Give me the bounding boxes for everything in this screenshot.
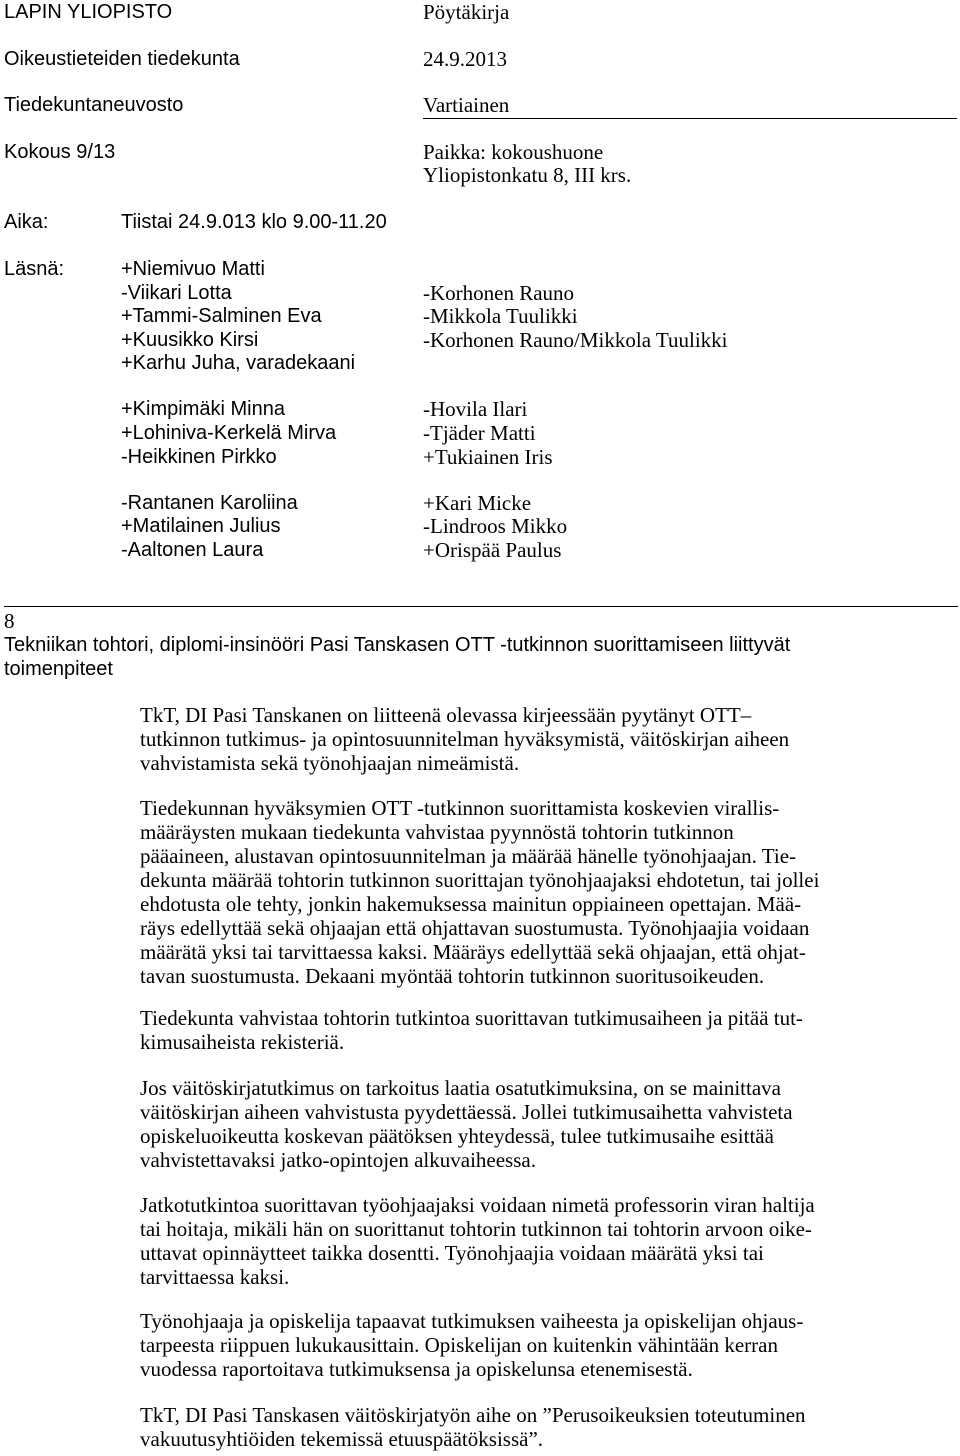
attendee-left: +Lohiniva-Kerkelä Mirva xyxy=(121,422,337,444)
attendee-left: +Kuusikko Kirsi xyxy=(121,329,259,351)
place-line-2: Yliopistonkatu 8, III krs. xyxy=(423,163,632,187)
paragraph-line: Tiedekunta vahvistaa tohtorin tutkintoa suorittavan tutkimusaiheen ja pitää tut- xyxy=(140,1006,803,1030)
paragraph-line: Tiedekunnan hyväksymien OTT -tutkinnon suorittamista koskevien virallis- xyxy=(140,796,780,820)
attendee-left: -Aaltonen Laura xyxy=(121,539,264,561)
attendee-right: -Hovila Ilari xyxy=(423,397,528,421)
paragraph-line: opiskeluoikeutta koskevan päätöksen yhteydessä, tulee tutkimusaihe esittää xyxy=(140,1124,774,1148)
paragraph-substudies xyxy=(140,1076,955,1172)
attendee-right: -Korhonen Rauno/Mikkola Tuulikki xyxy=(423,328,728,352)
paragraph-line: räys edellyttää sekä ohjaajan että ohjattavan suostumusta. Työnohjaajia voidaan xyxy=(140,916,810,940)
section-rule xyxy=(4,606,958,607)
attendee-right: +Kari Micke xyxy=(423,491,532,515)
section-number: 8 xyxy=(4,609,15,633)
paragraph-line: tutkinnon tutkimus- ja opintosuunnitelman hyväksymistä, väitöskirjan aiheen xyxy=(140,727,790,751)
paragraph-line: vahvistettavaksi jatko-opintojen alkuvaiheessa. xyxy=(140,1148,536,1172)
paragraph-line: ehdotusta ole tehty, jonkin hakemuksessa mainitun oppiaineen opettajan. Mää- xyxy=(140,892,802,916)
attendee-left: -Rantanen Karoliina xyxy=(121,492,298,514)
paragraph-line: tavan suostumusta. Dekaani myöntää tohtorin tutkinnon suoritusoikeuden. xyxy=(140,964,765,988)
attendee-right: -Korhonen Rauno xyxy=(423,281,575,305)
paragraph-register xyxy=(140,1006,955,1054)
attendee-right: +Orispää Paulus xyxy=(423,538,562,562)
attendee-left: -Heikkinen Pirkko xyxy=(121,446,277,468)
section-title-line-2: toimenpiteet xyxy=(4,658,113,680)
meeting-room: Vartiainen xyxy=(423,93,510,117)
paragraph-regulations xyxy=(140,796,955,988)
attendee-left: +Karhu Juha, varadekaani xyxy=(121,352,356,374)
paragraph-thesis-topic xyxy=(140,1403,955,1451)
document-type: Pöytäkirja xyxy=(423,0,510,24)
attendee-left: +Tammi-Salminen Eva xyxy=(121,305,322,327)
paragraph-line: vuodessa raportoitava tutkimuksensa ja opiskelunsa etenemisestä. xyxy=(140,1357,693,1381)
attendee-right: -Tjäder Matti xyxy=(423,421,536,445)
paragraph-line: kimusaiheista rekisteriä. xyxy=(140,1030,345,1054)
paragraph-request xyxy=(140,703,955,775)
paragraph-line: TkT, DI Pasi Tanskanen on liitteenä olevassa kirjeessään pyytänyt OTT– xyxy=(140,703,752,727)
paragraph-line: tai hoitaja, mikäli hän on suorittanut tohtorin tutkinnon tai tohtorin arvoon oike- xyxy=(140,1217,812,1241)
paragraph-line: tarvittaessa kaksi. xyxy=(140,1265,290,1289)
university-name: LAPIN YLIOPISTO xyxy=(4,1,173,23)
paragraph-supervisor xyxy=(140,1193,955,1289)
meeting-date: 24.9.2013 xyxy=(423,47,507,71)
faculty-name: Oikeustieteiden tiedekunta xyxy=(4,48,240,70)
attendance-label: Läsnä: xyxy=(4,258,65,280)
paragraph-line: määräysten mukaan tiedekunta vahvistaa pyynnöstä tohtorin tutkinnon xyxy=(140,820,734,844)
paragraph-line: Jos väitöskirjatutkimus on tarkoitus laatia osatutkimuksina, on se mainittava xyxy=(140,1076,781,1100)
paragraph-line: tarpeesta riippuen lukukausittain. Opiskelijan on kuitenkin vähintään kerran xyxy=(140,1333,778,1357)
attendee-right: -Lindroos Mikko xyxy=(423,514,568,538)
paragraph-line: vakuutusyhtiöiden tekemissä etuuspäätöksissä”. xyxy=(140,1427,544,1451)
attendee-left: -Viikari Lotta xyxy=(121,282,232,304)
paragraph-line: vahvistamista sekä työnohjaajan nimeämistä. xyxy=(140,751,520,775)
attendee-left: +Kimpimäki Minna xyxy=(121,398,285,420)
header-rule xyxy=(423,118,957,119)
attendee-right: -Mikkola Tuulikki xyxy=(423,304,578,328)
section-title-line-1: Tekniikan tohtori, diplomi-insinööri Pasi Tanskasen OTT -tutkinnon suorittamiseen liittyvät xyxy=(4,634,791,656)
paragraph-line: määrätä yksi tai tarvittaessa kaksi. Määräys edellyttää sekä ohjaajan, että ohjat- xyxy=(140,940,806,964)
place-line-1: Paikka: kokoushuone xyxy=(423,140,604,164)
council-name: Tiedekuntaneuvosto xyxy=(4,94,184,116)
time-value: Tiistai 24.9.013 klo 9.00-11.20 xyxy=(121,211,387,233)
paragraph-line: väitöskirjan aiheen vahvistusta pyydettäessä. Jollei tutkimusaihetta vahvisteta xyxy=(140,1100,793,1124)
attendee-left: +Matilainen Julius xyxy=(121,515,281,537)
paragraph-line: uttavat opinnäytteet taikka dosentti. Työnohjaajia voidaan määrätä yksi tai xyxy=(140,1241,764,1265)
paragraph-line: dekunta määrää tohtorin tutkinnon suorittajan työnohjaajaksi ehdotetun, tai jollei xyxy=(140,868,820,892)
paragraph-line: pääaineen, alustavan opintosuunnitelman ja määrää hänelle työnohjaajan. Tie- xyxy=(140,844,797,868)
paragraph-line: Jatkotutkintoa suorittavan työohjaajaksi voidaan nimetä professorin viran haltija xyxy=(140,1193,815,1217)
attendee-right: +Tukiainen Iris xyxy=(423,445,553,469)
meeting-number: Kokous 9/13 xyxy=(4,141,116,163)
attendee-left: +Niemivuo Matti xyxy=(121,258,265,280)
paragraph-line: TkT, DI Pasi Tanskasen väitöskirjatyön aihe on ”Perusoikeuksien toteutuminen xyxy=(140,1403,806,1427)
paragraph-line: Työnohjaaja ja opiskelija tapaavat tutkimuksen vaiheesta ja opiskelijan ohjaus- xyxy=(140,1309,804,1333)
time-label: Aika: xyxy=(4,211,49,233)
paragraph-meetings xyxy=(140,1309,955,1381)
